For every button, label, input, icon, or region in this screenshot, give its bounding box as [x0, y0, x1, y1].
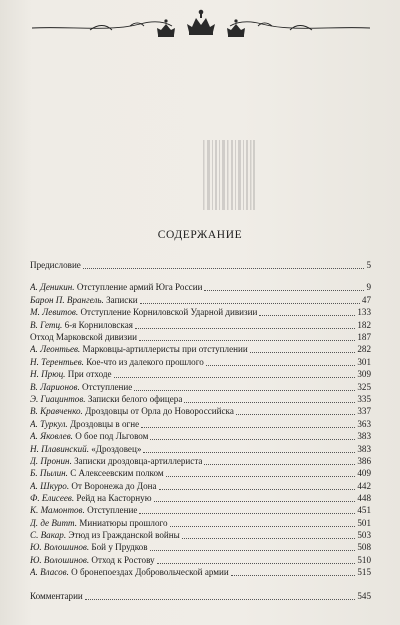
toc-entry-title: Этюд из Гражданской войны	[68, 530, 180, 540]
toc-entry-page: 383	[357, 431, 371, 441]
toc-entry-label	[30, 382, 132, 393]
dot-leader	[114, 376, 356, 378]
toc-entry-label	[30, 307, 257, 318]
toc-entry-title: Отступление Корниловской Ударной дивизии	[80, 307, 258, 317]
toc-entry-label	[30, 406, 234, 417]
toc-entry-author: А. Яковлев.	[30, 431, 73, 441]
toc-entry-title: Предисловие	[30, 260, 81, 270]
crown-ornament-icon	[30, 6, 372, 46]
toc-entry-label	[30, 542, 148, 553]
toc-entry	[30, 467, 371, 479]
toc-entry	[30, 541, 371, 553]
toc-entry-title: Отступление	[87, 505, 138, 515]
dot-leader	[141, 426, 355, 428]
toc-entry	[30, 281, 371, 293]
toc-entry-page: 515	[357, 567, 371, 577]
toc-entry-author: А. Деникин.	[30, 282, 75, 292]
toc-entry-label	[30, 518, 168, 529]
toc-entry-page: 337	[357, 406, 371, 416]
toc-entry-page: 5	[366, 260, 371, 270]
toc-entry-author: Д. де Витт.	[30, 518, 77, 528]
dot-leader	[184, 401, 355, 403]
toc-entry	[30, 393, 371, 405]
dot-leader	[166, 475, 356, 477]
toc-entry	[30, 443, 371, 455]
dot-leader	[250, 351, 356, 353]
toc-entry-label	[30, 320, 133, 331]
dot-leader	[150, 438, 355, 440]
toc-entry	[30, 590, 371, 602]
toc-entry	[30, 455, 371, 467]
toc-entry-title: От Воронежа до Дона	[71, 481, 157, 491]
toc-entry	[30, 566, 371, 578]
toc-entry-title: Комментарии	[30, 591, 83, 601]
toc-entry-author: К. Мамонтов.	[30, 505, 85, 515]
toc-entry-author: С. Вакар.	[30, 530, 67, 540]
dot-leader	[259, 314, 355, 316]
toc-entry-label	[30, 530, 180, 541]
dot-leader	[154, 500, 356, 502]
dot-leader	[206, 364, 356, 366]
toc-entry	[30, 405, 371, 417]
toc-entry-label	[30, 419, 139, 430]
toc-entry-title: Отход к Ростову	[91, 555, 155, 565]
toc-entry-page: 508	[357, 542, 371, 552]
toc-entry-label	[30, 444, 141, 455]
toc-entry-author: М. Левитов.	[30, 307, 79, 317]
toc-entry-author: Н. Терентьев.	[30, 357, 84, 367]
toc-entry-label	[30, 369, 112, 380]
toc-entry-author: А. Власов.	[30, 567, 69, 577]
dot-leader	[135, 327, 355, 329]
toc-entry-label	[30, 456, 202, 467]
toc-entry-title: При отходе	[67, 369, 112, 379]
toc-entry	[30, 356, 371, 368]
toc-entry	[30, 343, 371, 355]
toc-entry	[30, 294, 371, 306]
toc-entry-title: Записки дроздовца-артиллериста	[74, 456, 203, 466]
toc-entry-title: Отступление	[82, 382, 133, 392]
dot-leader	[139, 339, 355, 341]
toc-entry-title: Отступление армий Юга России	[76, 282, 203, 292]
toc-entry-page: 451	[357, 505, 371, 515]
toc-entry-page: 182	[357, 320, 371, 330]
toc-entry	[30, 492, 371, 504]
toc-entry-label	[30, 493, 152, 504]
toc-entry	[30, 331, 371, 343]
toc-entry-label	[30, 481, 157, 492]
dot-leader	[170, 525, 356, 527]
toc-entry-title: Записки	[106, 295, 138, 305]
toc-entry-label	[30, 468, 164, 479]
toc-entry-page: 9	[366, 282, 371, 292]
toc-entry-label	[30, 555, 155, 566]
toc-entry-label	[30, 357, 204, 368]
dot-leader	[236, 413, 356, 415]
toc-entry	[30, 529, 371, 541]
toc-entry-page: 282	[357, 344, 371, 354]
dot-leader	[85, 598, 356, 600]
toc-entry-page: 335	[357, 394, 371, 404]
toc-entry-title: Записки белого офицера	[87, 394, 183, 404]
toc-entry-page: 187	[357, 332, 371, 342]
toc-entry-label	[30, 260, 81, 271]
toc-entry-page: 386	[357, 456, 371, 466]
toc-entry-author: Ф. Елисеев.	[30, 493, 75, 503]
dot-leader	[231, 574, 356, 576]
toc-entry-title: О бронепоездах Добровольческой армии	[71, 567, 229, 577]
toc-heading: СОДЕРЖАНИЕ	[157, 229, 243, 241]
dot-leader	[83, 267, 365, 269]
dot-leader	[139, 512, 355, 514]
toc-entry	[30, 381, 371, 393]
toc-entry-title: «Дроздовец»	[91, 444, 142, 454]
toc-entry-label	[30, 394, 182, 405]
toc-entry-page: 47	[361, 295, 371, 305]
toc-entry-title: Марковцы-артиллеристы при отступлении	[82, 344, 248, 354]
toc-entry-title: О бое под Льговом	[75, 431, 149, 441]
toc-entry-page: 501	[357, 518, 371, 528]
toc-entry-page: 301	[357, 357, 371, 367]
toc-entry	[30, 480, 371, 492]
toc-entry-page: 510	[357, 555, 371, 565]
dot-leader	[157, 562, 356, 564]
toc-entry-author: Н. Прюц.	[30, 369, 66, 379]
dot-leader	[140, 302, 360, 304]
toc-entry-author: В. Гетц.	[30, 320, 63, 330]
toc-entry-title: Рейд на Касторную	[76, 493, 152, 503]
toc-entry-page: 503	[357, 530, 371, 540]
toc-entry-page: 442	[357, 481, 371, 491]
toc-entry-author: Н. Плавинский.	[30, 444, 89, 454]
toc-entry-author: В. Кравченко.	[30, 406, 83, 416]
toc-entry-author: Ю. Волошинов.	[30, 555, 90, 565]
toc-entry-author: Б. Пылин.	[30, 468, 68, 478]
dot-leader	[204, 463, 355, 465]
toc-entry	[30, 306, 371, 318]
toc-entry-author: А. Шкуро.	[30, 481, 70, 491]
toc-entry-author: Барон П. Врангель.	[30, 295, 104, 305]
toc-entry	[30, 554, 371, 566]
dot-leader	[159, 488, 356, 490]
toc-entry-author: В. Ларионов.	[30, 382, 80, 392]
toc-entry-page: 409	[357, 468, 371, 478]
toc-entry-label	[30, 282, 202, 293]
dot-leader	[143, 451, 355, 453]
toc-entry-page: 448	[357, 493, 371, 503]
toc-entry	[30, 517, 371, 529]
toc-entry-label	[30, 591, 83, 602]
barcode-showthrough-icon	[199, 128, 259, 224]
toc-entry	[30, 418, 371, 430]
toc-entry-title: Дроздовцы в огне	[69, 419, 140, 429]
toc-entry-title: Кое-что из далекого прошлого	[86, 357, 204, 367]
toc-entry-label	[30, 505, 137, 516]
dot-leader	[150, 549, 356, 551]
toc-entry-author: А. Туркул.	[30, 419, 68, 429]
toc-entry	[30, 430, 371, 442]
toc-entry-label	[30, 344, 248, 355]
toc-entry-title: Отход Марковской дивизии	[30, 332, 137, 342]
toc-entry-author: Ю. Волошинов.	[30, 542, 90, 552]
toc-entry-page: 133	[357, 307, 371, 317]
toc-entry-label	[30, 332, 137, 343]
toc-entry-page: 325	[357, 382, 371, 392]
toc-entry	[30, 319, 371, 331]
toc-entry-title: Миниатюры прошлого	[79, 518, 168, 528]
toc-entry-label	[30, 567, 229, 578]
toc-entry-title: Бой у Прудков	[91, 542, 148, 552]
toc-entry-page: 363	[357, 419, 371, 429]
toc-entry-author: А. Леонтьев.	[30, 344, 81, 354]
toc-entry-page: 383	[357, 444, 371, 454]
toc-entry	[30, 259, 371, 271]
toc-entry	[30, 504, 371, 516]
dot-leader	[182, 537, 356, 539]
toc-entry-title: Дроздовцы от Орла до Новороссийска	[85, 406, 234, 416]
toc-entry-author: Д. Пронин.	[30, 456, 72, 466]
toc-entry-title: С Алексеевским полком	[70, 468, 164, 478]
dot-leader	[134, 389, 355, 391]
toc-entry-label	[30, 431, 148, 442]
dot-leader	[204, 289, 364, 291]
toc-entry-page: 309	[357, 369, 371, 379]
toc-entry-label	[30, 295, 138, 306]
toc-entry-author: Э. Гиацинтов.	[30, 394, 86, 404]
toc-entry-title: 6-я Корниловская	[64, 320, 133, 330]
toc-entry	[30, 368, 371, 380]
toc-entry-page: 545	[357, 591, 371, 601]
